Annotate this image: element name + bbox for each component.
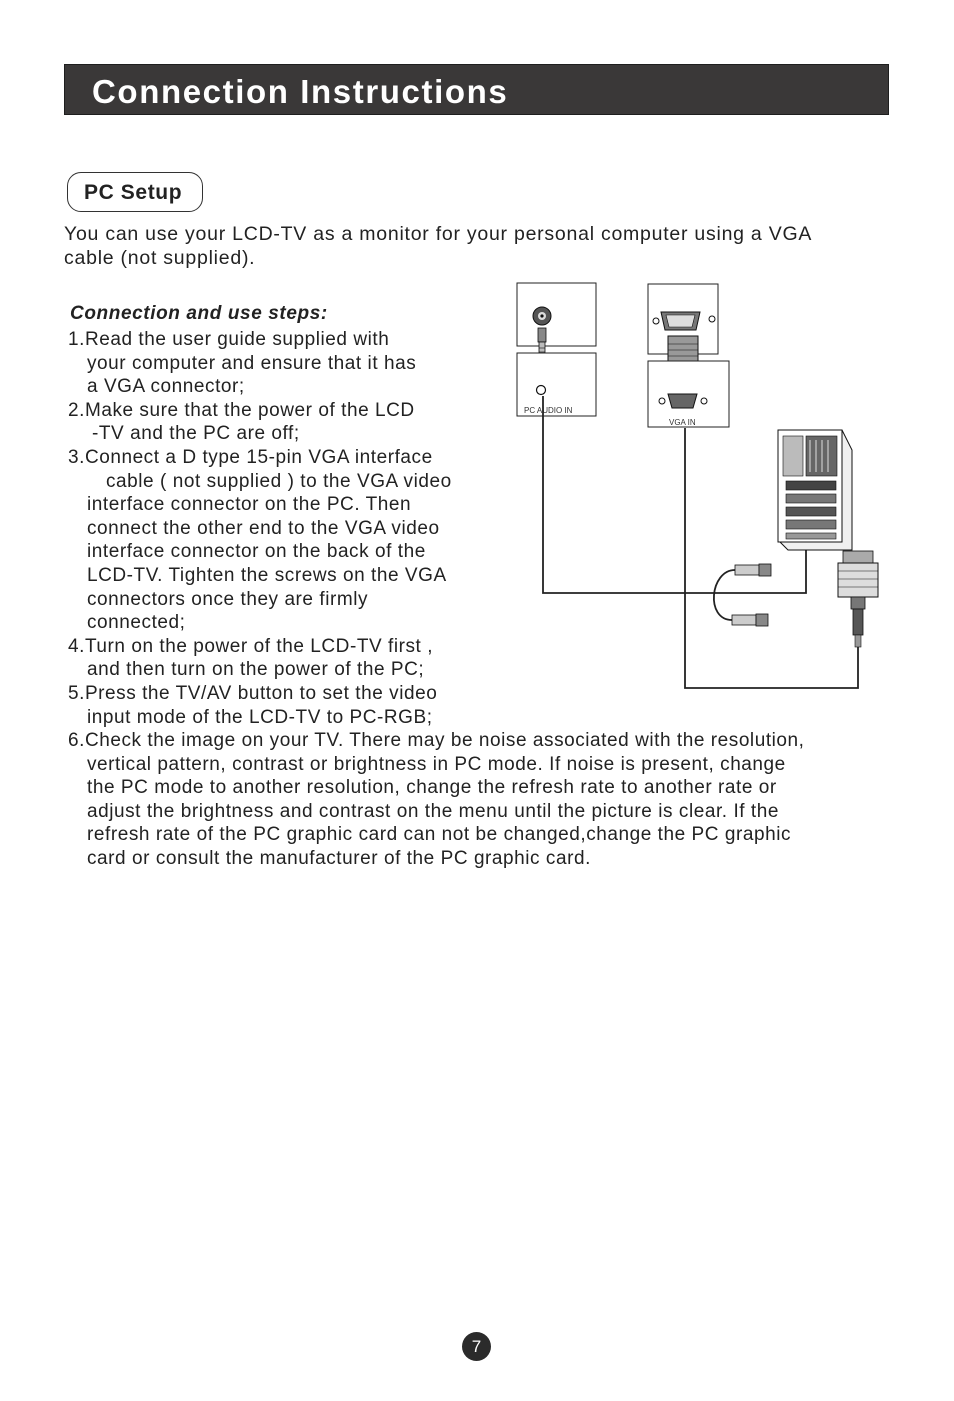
section-label: PC Setup: [84, 181, 183, 204]
page-number: 7: [462, 1332, 491, 1361]
intro-paragraph: [64, 222, 894, 270]
section-tab-pc-setup: [67, 172, 203, 212]
step-6-line: 6.Check the image on your TV. There may be noise associated with the resolution,: [68, 730, 805, 752]
step-1-line: your computer and ensure that it has: [87, 352, 417, 374]
step-3-line: connect the other end to the VGA video: [87, 517, 440, 539]
step-6-line: the PC mode to another resolution, change the refresh rate to another rate or: [87, 777, 777, 799]
step-3-line: LCD-TV. Tighten the screws on the VGA: [87, 564, 447, 586]
pc-tower-icon: [778, 430, 852, 550]
step-6-line: vertical pattern, contrast or brightness in PC mode. If noise is present, change: [87, 753, 786, 775]
vga-panel-bottom: [648, 361, 729, 427]
audio-panel-top: [517, 283, 596, 346]
step-3-line: 3.Connect a D type 15-pin VGA interface: [68, 446, 433, 468]
step-5-line: 5.Press the TV/AV button to set the video: [68, 682, 438, 704]
intro-line-1: You can use your LCD-TV as a monitor for your personal computer using a VGA: [64, 223, 813, 245]
step-4-line: and then turn on the power of the PC;: [87, 659, 425, 681]
step-3-line: interface connector on the PC. Then: [87, 494, 412, 516]
step-3-line: connected;: [87, 612, 186, 634]
step-1-line: 1.Read the user guide supplied with: [68, 329, 390, 350]
audio-port-label: PC AUDIO IN: [524, 406, 573, 415]
step-6-line: card or consult the manufacturer of the PC graphic card.: [87, 848, 591, 870]
step-4-line: 4.Turn on the power of the LCD-TV first ,: [68, 635, 434, 657]
step-5-line: input mode of the LCD-TV to PC-RGB;: [87, 706, 433, 728]
step-6-line: adjust the brightness and contrast on the menu until the picture is clear. If the: [87, 800, 779, 822]
step-6: [68, 729, 928, 871]
step-2-line: -TV and the PC are off;: [92, 423, 300, 445]
steps-heading: Connection and use steps:: [70, 303, 328, 324]
connection-diagram: [510, 278, 880, 698]
page-title: Connection Instructions: [92, 73, 509, 110]
vga-port-label: VGA IN: [669, 418, 696, 427]
step-3-line: connectors once they are firmly: [87, 588, 369, 610]
step-6-line: refresh rate of the PC graphic card can not be changed,change the PC graphic: [87, 824, 792, 846]
step-3-line: interface connector on the back of the: [87, 541, 426, 563]
header-bar: [64, 64, 889, 115]
audio-panel-bottom: [517, 353, 596, 416]
audio-connector-icon: [732, 564, 771, 626]
step-1-line: a VGA connector;: [87, 376, 245, 398]
pc-vga-connector-icon: [838, 551, 878, 647]
step-3-line: cable ( not supplied ) to the VGA video: [106, 470, 452, 492]
step-2-line: 2.Make sure that the power of the LCD: [68, 399, 415, 421]
intro-line-2: cable (not supplied).: [64, 247, 256, 269]
